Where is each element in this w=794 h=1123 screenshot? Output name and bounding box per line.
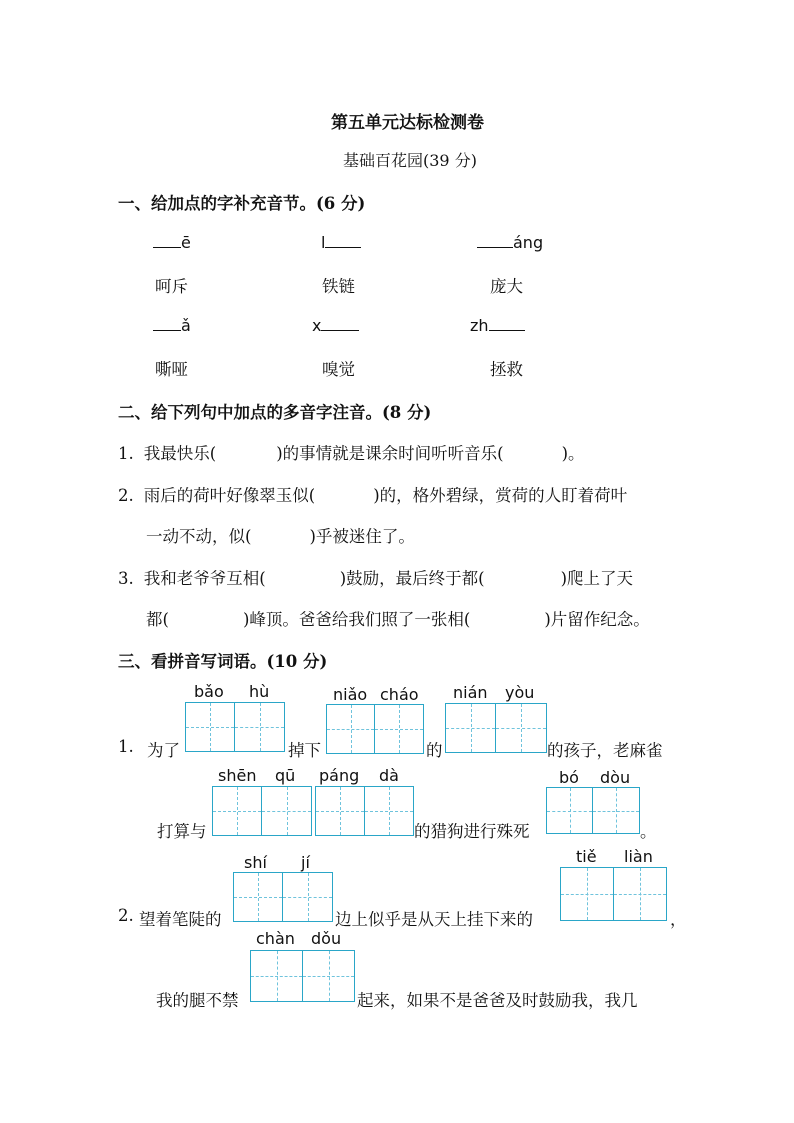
s2-q2-line1: 2. 雨后的荷叶好像翠玉似( )的，格外碧绿，赏荷的人盯着荷叶	[118, 486, 628, 505]
pinyin-label: jí	[301, 853, 310, 872]
page-title: 第五单元达标检测卷	[331, 113, 484, 133]
pinyin-label: yòu	[505, 683, 535, 702]
pinyin-label: qū	[275, 766, 296, 785]
word-5: 嗅觉	[322, 360, 355, 379]
page-subtitle: 基础百花园(39 分)	[343, 151, 477, 170]
pinyin-blank-2[interactable]: l	[321, 233, 361, 252]
writing-grid[interactable]	[546, 787, 640, 834]
writing-grid[interactable]	[326, 704, 424, 754]
s2-q2-line2: 一动不动，似( )乎被迷住了。	[146, 527, 415, 546]
s3-q2-text: ，	[670, 910, 687, 929]
s3-q2-text: 望着笔陡的	[139, 910, 222, 929]
pinyin-label: nián	[453, 683, 488, 702]
pinyin-label: dà	[379, 766, 399, 785]
pinyin-label: bó	[559, 768, 579, 787]
word-3: 庞大	[490, 277, 523, 296]
pinyin-label: páng	[319, 766, 360, 785]
pinyin-label: cháo	[380, 685, 419, 704]
s2-q3-line1: 3. 我和老爷爷互相( )鼓励，最后终于都( )爬上了天	[118, 569, 633, 588]
s3-q1-text: 为了	[147, 741, 180, 760]
s3-q2-text: 我的腿不禁	[156, 991, 239, 1010]
pinyin-label: bǎo	[194, 682, 224, 701]
s3-q2-text: 边上似乎是从天上挂下来的	[335, 910, 533, 929]
section3-heading: 三、看拼音写词语。(10 分)	[118, 652, 328, 671]
writing-grid[interactable]	[233, 872, 333, 922]
s2-q1: 1. 我最快乐( )的事情就是课余时间听听音乐( )。	[118, 444, 585, 463]
s3-q1-num: 1.	[118, 737, 134, 756]
section1-heading: 一、给加点的字补充音节。(6 分)	[118, 194, 366, 213]
writing-grid[interactable]	[250, 950, 355, 1002]
pinyin-blank-4[interactable]: ǎ	[153, 316, 191, 335]
s3-q1-text: 的	[426, 741, 443, 760]
writing-grid[interactable]	[445, 703, 547, 753]
writing-grid[interactable]	[212, 786, 312, 836]
writing-grid[interactable]	[560, 867, 667, 921]
word-4: 嘶哑	[155, 360, 188, 379]
s2-q3-line2: 都( )峰顶。爸爸给我们照了一张相( )片留作纪念。	[146, 610, 650, 629]
s3-q1-text: 打算与	[157, 822, 207, 841]
s3-q1-text: 的猎狗进行殊死	[414, 822, 530, 841]
pinyin-label: chàn	[256, 929, 295, 948]
pinyin-label: tiě	[576, 847, 597, 866]
pinyin-label: dǒu	[311, 929, 342, 948]
s3-q1-text: 。	[640, 822, 657, 841]
pinyin-blank-3[interactable]: áng	[477, 233, 543, 252]
pinyin-label: shí	[244, 853, 267, 872]
s3-q2-text: 起来，如果不是爸爸及时鼓励我，我几	[357, 991, 638, 1010]
word-1: 呵斥	[155, 277, 188, 296]
s3-q2-num: 2.	[118, 906, 134, 925]
pinyin-label: dòu	[600, 768, 631, 787]
pinyin-label: niǎo	[333, 685, 368, 704]
pinyin-label: liàn	[624, 847, 653, 866]
word-2: 铁链	[322, 277, 355, 296]
writing-grid[interactable]	[185, 702, 285, 752]
pinyin-label: hù	[249, 682, 270, 701]
s3-q1-text: 掉下	[288, 741, 321, 760]
s3-q1-text: 的孩子，老麻雀	[547, 741, 663, 760]
pinyin-blank-5[interactable]: x	[312, 316, 359, 335]
section2-heading: 二、给下列句中加点的多音字注音。(8 分)	[118, 403, 432, 422]
pinyin-blank-6[interactable]: zh	[470, 316, 525, 335]
pinyin-label: shēn	[218, 766, 257, 785]
pinyin-blank-1[interactable]: ē	[153, 233, 191, 252]
word-6: 拯救	[490, 360, 523, 379]
writing-grid[interactable]	[315, 786, 414, 836]
